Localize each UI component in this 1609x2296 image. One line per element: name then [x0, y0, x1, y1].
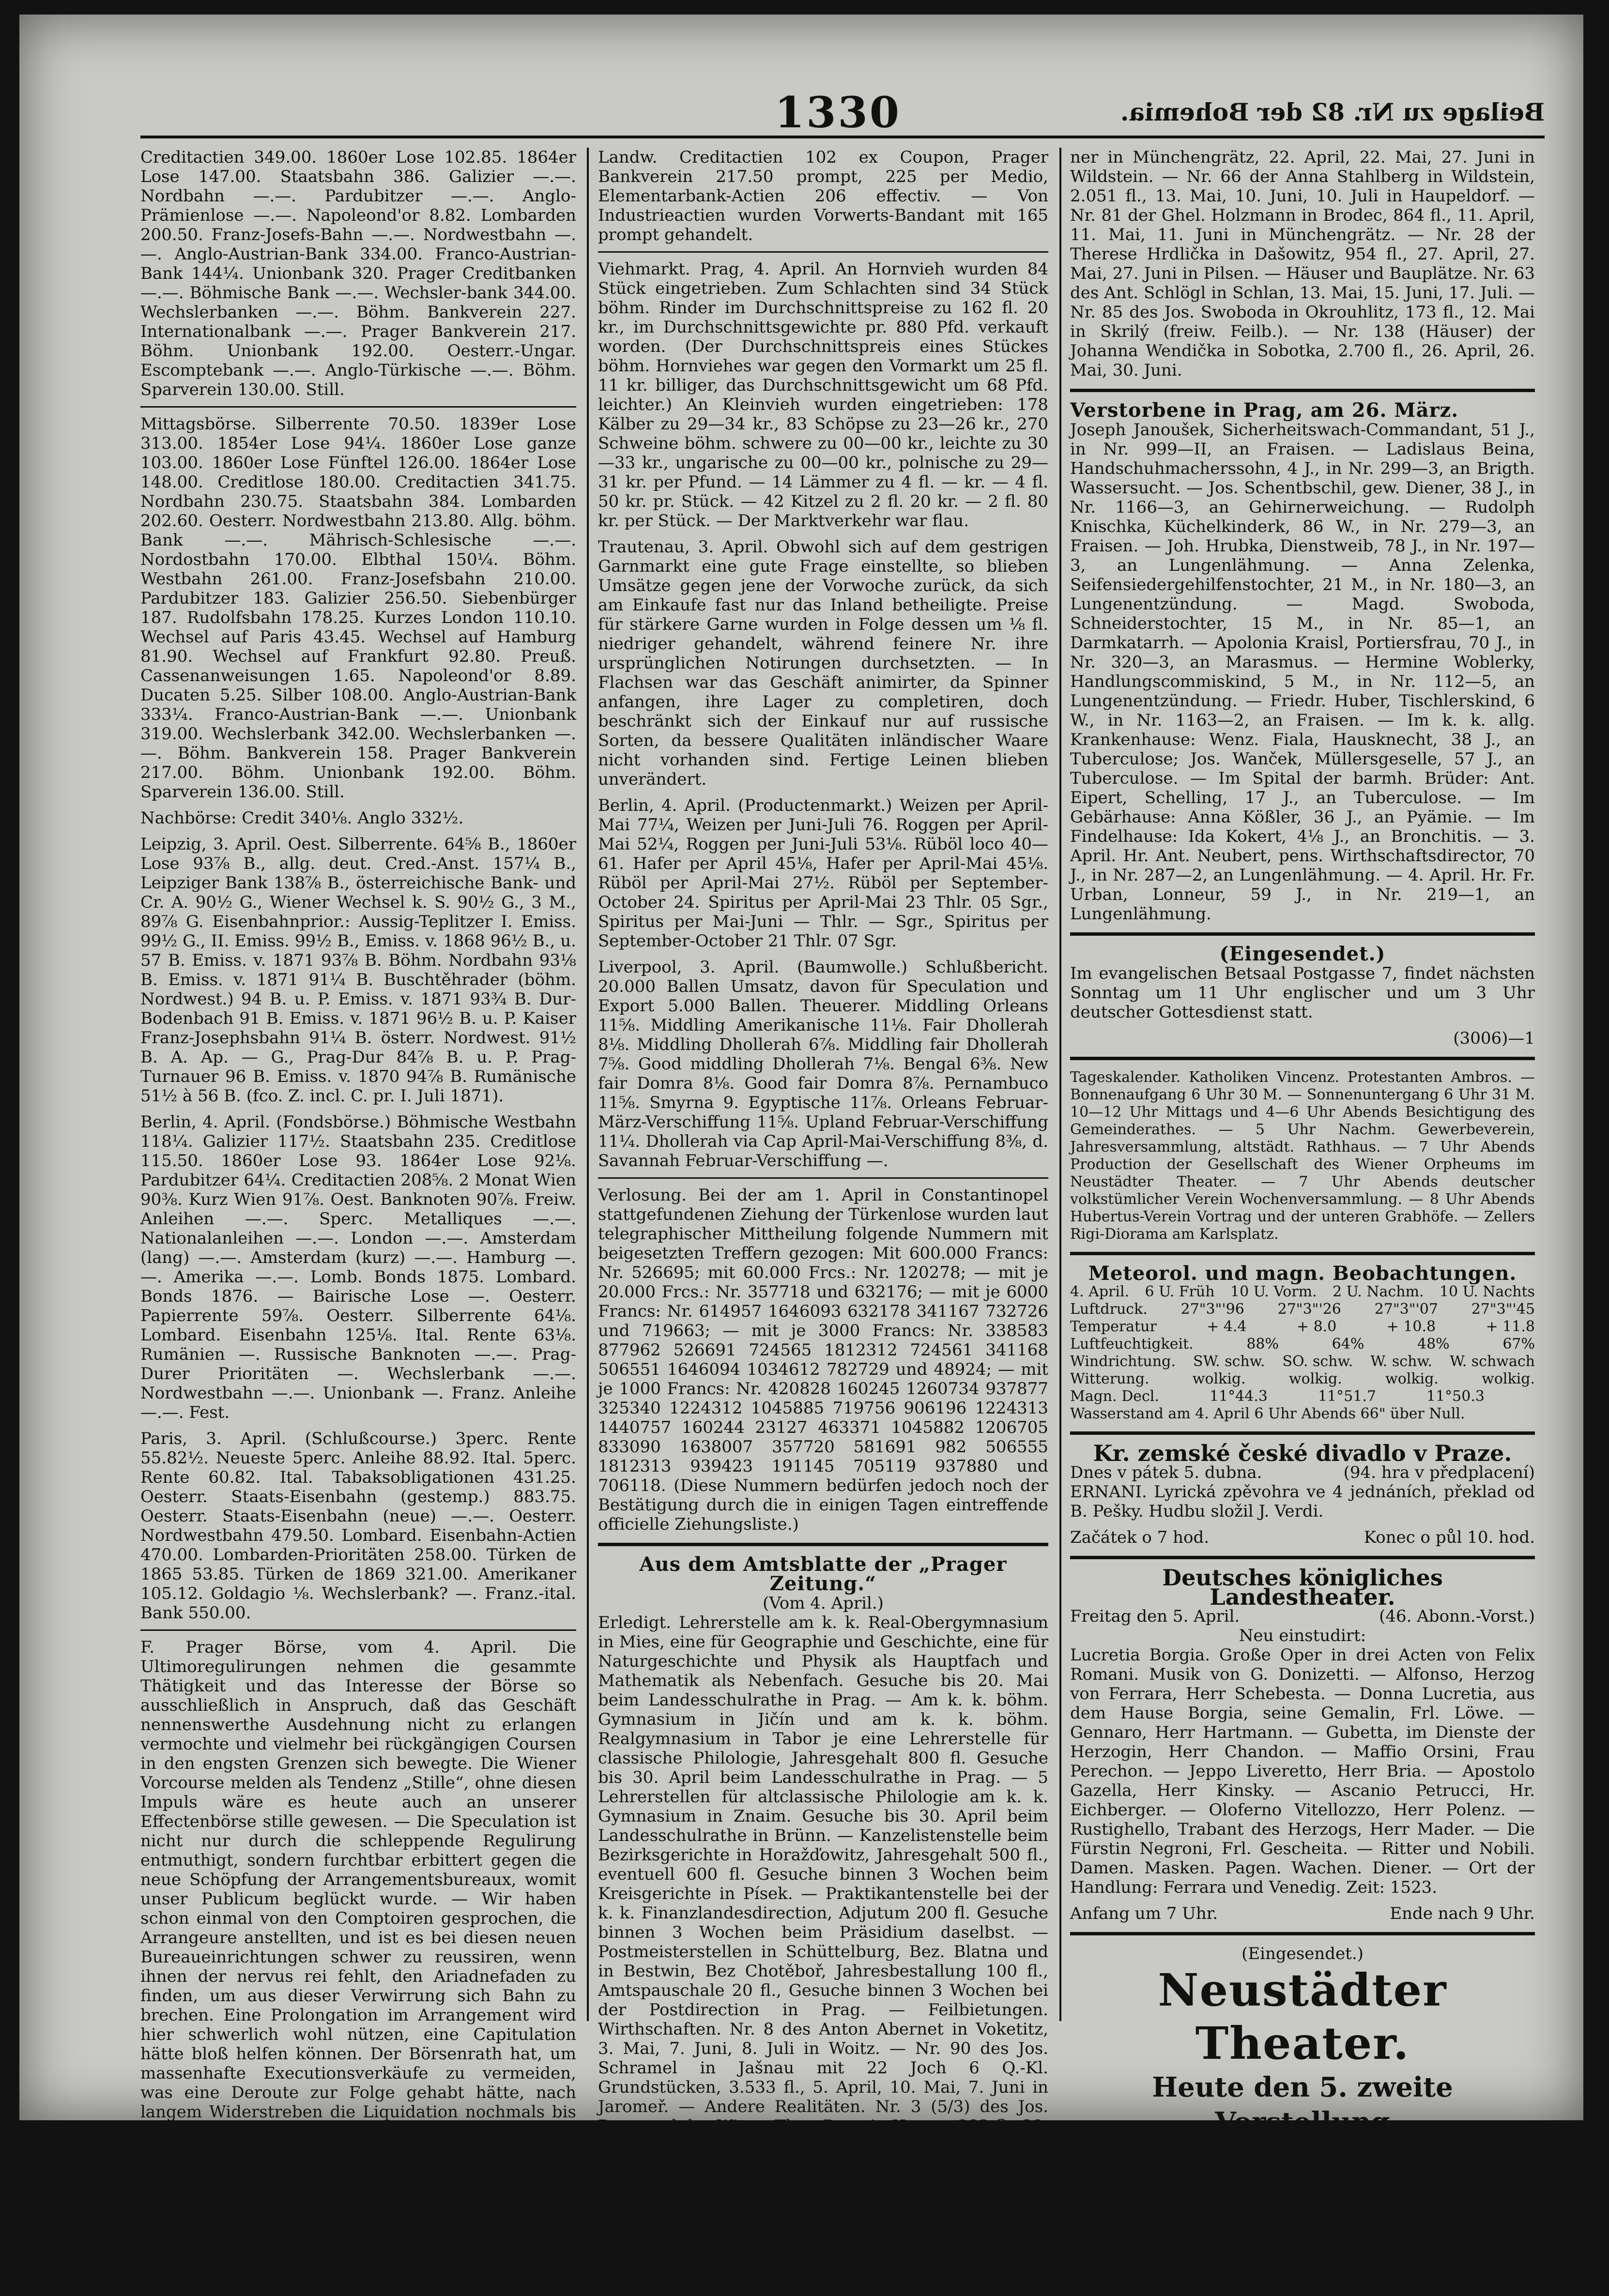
- tageskalender: Tageskalender. Katholiken Vincenz. Protestanten Ambros. — Bonnenaufgang 6 Uhr 30 M. — Sonnenuntergang 6 Uhr 31 M. 10—12 Uhr Mittags und 4—6 Uhr Abends Besichtigung des Gemeinderathes. — 5 Uhr Nachm. Gewerbeverein, Jahresversammlung, altstädt. Rathhaus. — 7 Uhr Abends Production der Gesellschaft des Wiener Orpheums im Neustädter Theater. — 7 Uhr Abends deutscher volkstümlicher Verein Wochenversammlung. — 8 Uhr Abends Hubertus-Verein Vortrag und der unteren Grabhöfe. — Zellers Rigi-Diorama am Karlsplatz.: [1070, 1069, 1535, 1243]
- meteo-title: Meteorol. und magn. Beobachtungen.: [1088, 1262, 1517, 1285]
- separator-thick: [598, 1543, 1048, 1546]
- leipzig-report: Leipzig, 3. April. Oest. Silberrente. 64⅝ B., 1860er Lose 93⅞ B., allg. deut. Cred.-Anst. 157¼ B., Leipziger Bank 138⅞ B., österreichische Bank- und Cr. A. 90½ G., Wiener Wechsel k. S. 90½ G., 3 M., 89⅞ G. Eisenbahnprior.: Aussig-Teplitzer I. Emiss. 99½ G., II. Emiss. 99½ B., Emiss. v. 1868 96½ B., u. 57 B. Emiss. v. 1871 93⅞ B. Böhm. Nordbahn 93⅛ B. Emiss. v. 1871 91¼ B. Buschtěhrader (böhm. Nordwest.) 94 B. u. P. Emiss. v. 1871 93¾ B. Dur-Bodenbach 91 B. Emiss. v. 1871 96½ B. u. P. Kaiser Franz-Josephsbahn 91¼ B. österr. Nordwest. 91½ B. A. Ap. — G., Prag-Dur 84⅞ B. u. P. Prag-Turnauer 96 B. Emiss. v. 1870 94⅞ B. Rumänische 51½ à 56 B. (fco. Z. incl. C. pr. I. Juli 1871).: [140, 835, 576, 1106]
- meteo-label: Windrichtung.: [1070, 1353, 1176, 1370]
- separator-thick: [1070, 1431, 1535, 1435]
- ad-note: Näheres die Anschlagzettel.: [1198, 2256, 1407, 2273]
- meteo-cell: 11°50.3: [1426, 1388, 1485, 1405]
- meteo-label: Magn. Decl.: [1070, 1388, 1159, 1405]
- czech-theater-title: Kr. zemské české divadlo v Praze.: [1093, 1440, 1512, 1466]
- ad-sign: Robert Löwe.: [1413, 2273, 1535, 2293]
- meteo-label: Witterung.: [1070, 1370, 1149, 1387]
- meteo-row: [1070, 1353, 1535, 1370]
- meteo-cell: 27"3"'96: [1180, 1301, 1244, 1318]
- meteo-cell: SW. schw.: [1193, 1353, 1265, 1370]
- german-theater-subs: (46. Abonn.-Vorst.): [1379, 1607, 1535, 1626]
- meteo-cell: + 8.0: [1296, 1318, 1337, 1335]
- meteo-cell: wolkig.: [1192, 1370, 1246, 1387]
- ad-title: Neustädter Theater.: [1158, 1964, 1447, 2069]
- meteo-note: Wasserstand am 4. April 6 Uhr Abends 66" über Null.: [1070, 1405, 1465, 1422]
- meteo-cell: wolkig.: [1288, 1370, 1342, 1387]
- ad-subtitle: Heute den 5. zweite Vorstellung: [1152, 2071, 1453, 2138]
- meteo-label: 4. April.: [1070, 1283, 1130, 1300]
- meteo-row: [1070, 1336, 1535, 1353]
- meteo-cell: W. schwach: [1450, 1353, 1535, 1370]
- liverpool-report: Liverpool, 3. April. (Baumwolle.) Schlußbericht. 20.000 Ballen Umsatz, davon für Speculation und Export 5.000 Ballen. Theuerer. Middling Orleans 11⅝. Middling Amerikanische 11⅛. Fair Dhollerah 8⅛. Middling Dhollerah 6⅞. Middling fair Dhollerah 7⅝. Good middling Dhollerah 7⅛. Bengal 6⅜. New fair Domra 8⅛. Good fair Domra 8⅞. Pernambuco 11⅝. Smyrna 9. Egyptische 11⅞. Orleans Februar-März-Verschiffung 11⅝. Upland Februar-Verschiffung 11¼. Dhollerah via Cap April-Mai-Verschiffung 8⅜, d. Savannah Februar-Verschiffung —.: [598, 958, 1048, 1171]
- czech-theater-perf: (94. hra v předplacení): [1343, 1463, 1535, 1482]
- german-theater-end: Ende nach 9 Uhr.: [1390, 1904, 1535, 1923]
- meteo-row: [1070, 1301, 1535, 1318]
- separator-thick: [1070, 1057, 1535, 1060]
- meteo-table: [1070, 1283, 1535, 1423]
- column-2: [598, 148, 1048, 2194]
- page-running-header: Beilage zu Nr. 82 der Bohemia.: [1120, 98, 1545, 126]
- separator-thick: [1070, 932, 1535, 936]
- german-theater-times: [1070, 1904, 1535, 1923]
- column-rule-1: [587, 148, 589, 2021]
- berlin-fondsboerse: Berlin, 4. April. (Fondsbörse.) Böhmische Westbahn 118¼. Galizier 117½. Staatsbahn 235. Creditlose 115.50. 1860er Lose 93. 1864er Lose 92⅛. Pardubitzer 64¼. Creditactien 208⅝. 2 Monat Wien 90⅜. Kurz Wien 91⅞. Oest. Banknoten 90⅞. Freiw. Anleihen —.—. Sperc. Metalliques —.—. Nationalanleihen —.—. London —.—. Amsterdam (lang) —.—. Amsterdam (kurz) —.—. Hamburg —.—. Amerika —.—. Lomb. Bonds 1875. Lombard. Bonds 1876. — Bairische Lose —. Oesterr. Papierrente 59⅞. Oesterr. Silberrente 64⅛. Lombard. Eisenbahn 125⅛. Ital. Rente 63⅛. Rumänien —. Russische Banknoten —.—. Prag-Durer Prioritäten —. Wechslerbank —.—. Nordwestbahn —.—. Unionbank —. Franz. Anleihe —.—. Fest.: [140, 1112, 576, 1422]
- mittagsboerse: Mittagsbörse. Silberrente 70.50. 1839er Lose 313.00. 1854er Lose 94¼. 1860er Lose ganze 103.00. 1860er Lose Fünftel 126.00. 1864er Lose 148.00. Creditlose 180.00. Creditactien 341.75. Nordbahn 230.75. Staatsbahn 384. Lombarden 202.60. Oesterr. Nordwestbahn 213.80. Allg. böhm. Bank —.—. Mährisch-Schlesische —.—. Nordostbahn 170.00. Elbthal 150¼. Böhm. Westbahn 261.00. Franz-Josefsbahn 210.00. Pardubitzer 183. Galizier 256.50. Siebenbürger 187. Rudolfsbahn 178.25. Kurzes London 110.10. Wechsel auf Paris 43.45. Wechsel auf Hamburg 81.90. Wechsel auf Frankfurt 92.80. Preuß. Cassenanweisungen 1.65. Napoleond'or 8.89. Ducaten 5.25. Silber 108.00. Anglo-Austrian-Bank 333¼. Franco-Austrian-Bank —.—. Unionbank 319.00. Wechslerbank 342.00. Wechslerbanken —.—. Böhm. Bankverein 158. Prager Bankverein 217.00. Böhm. Unionbank 192.00. Böhm. Sparverein 136.00. Still.: [140, 414, 576, 802]
- meteo-cell: 6 U. Früh: [1145, 1283, 1215, 1300]
- meteo-row: [1070, 1318, 1535, 1336]
- ad-orpheum: des Wiener Orpheums.: [1200, 2139, 1405, 2256]
- amtsblatt-title: Aus dem Amtsblatte der „Prager Zeitung.“: [639, 1553, 1007, 1595]
- meteo-label: Luftdruck.: [1070, 1301, 1148, 1318]
- eingesendet-ref: (3006)—1: [1453, 1029, 1535, 1048]
- nachboerse: Nachbörse: Credit 340⅛. Anglo 332½.: [140, 808, 464, 828]
- amtsblatt-date: (Vom 4. April.): [763, 1594, 884, 1613]
- page-number: 1330: [775, 87, 901, 137]
- meteo-cell: 67%: [1502, 1336, 1535, 1353]
- newspaper-page: [19, 15, 1583, 2296]
- separator: [598, 251, 1048, 253]
- page-header-area: [140, 87, 1545, 140]
- meteo-cell: + 11.8: [1486, 1318, 1535, 1335]
- column-3: [1070, 148, 1535, 2293]
- meteo-cell: 11°44.3: [1209, 1388, 1268, 1405]
- meteo-cell: 88%: [1246, 1336, 1279, 1353]
- prager-boerse-continued: Landw. Creditactien 102 ex Coupon, Prager Bankverein 217.50 prompt, 225 per Medio, Elementarbank-Actien 206 effectiv. — Von Industrieactien wurden Vorwerts-Bandant mit 165 prompt gehandelt.: [598, 148, 1048, 244]
- eingesendet-title: (Eingesendet.): [1219, 943, 1386, 965]
- separator: [140, 1629, 576, 1631]
- meteo-cell: 64%: [1332, 1336, 1364, 1353]
- ad-ref: (3687): [1070, 2273, 1125, 2293]
- meteo-cell: 2 U. Nachm.: [1333, 1283, 1424, 1300]
- meteo-cell: + 10.8: [1386, 1318, 1436, 1335]
- german-theater-date: Freitag den 5. April.: [1070, 1607, 1240, 1626]
- ad-footer: [1070, 2273, 1535, 2293]
- trautenau-report: Trautenau, 3. April. Obwohl sich auf dem gestrigen Garnmarkt eine gute Frage einstellte, so blieben Umsätze gegen jene der Vorwoche zurück, da sich am Einkaufe fast nur das Inland betheiligte. Preise für stärkere Garne wurden in Folge dessen um ⅛ fl. niedriger gehandelt, während feinere Nr. ihre ursprünglichen Notirungen durchsetzten. — In Flachsen war das Geschäft animirter, da Spinner anfangen, ihre Lager zu completiren, doch beschränkt sich der Einkauf nur auf russische Sorten, da bessere Qualitäten inländischer Waare nicht vorhanden sind. Fertige Leinen blieben unverändert.: [598, 537, 1048, 789]
- berlin-productenmarkt: Berlin, 4. April. (Productenmarkt.) Weizen per April-Mai 77¼, Weizen per Juni-Juli 76. Roggen per April-Mai 52¼, Roggen per Juni-Juli 53⅛. Rüböl loco 40—61. Hafer per April 45⅛, Hafer per April-Mai 45⅛. Rüböl per April-Mai 27½. Rüböl per September-October 24. Spiritus per April-Mai 23 Thlr. 05 Sgr., Spiritus per Mai-Juni — Thlr. — Sgr., Spiritus per September-October 21 Thlr. 07 Sgr.: [598, 796, 1048, 951]
- amtsblatt-text: Erledigt. Lehrerstelle am k. k. Real-Obergymnasium in Mies, eine für Geographie und Geschichte, eine für Naturgeschichte und Physik als Hauptfach und Mathematik als Nebenfach. Gesuche bis 20. Mai beim Landesschulrathe in Prag. — Am k. k. böhm. Gymnasium in Jičín und am k. k. böhm. Realgymnasium in Tabor je eine Lehrerstelle für classische Philologie, Jahresgehalt 800 fl. Gesuche bis 30. April beim Landesschulrathe in Prag. — 5 Lehrerstellen für altclassische Philologie am k. k. Gymnasium in Znaim. Gesuche bis 30. April beim Landesschulrathe in Brünn. — Kanzelistenstelle beim Bezirksgerichte in Horažďowitz, Jahresgehalt 500 fl., eventuell 600 fl. Gesuche binnen 3 Wochen beim Kreisgerichte in Písek. — Praktikantenstelle bei der k. k. Finanzlandesdirection, Adjutum 200 fl. Gesuche binnen 3 Wochen beim Präsidium daselbst. — Postmeisterstellen in Schüttelburg, Bez. Blatna und in Bestwin, Bez Chotěboř, Jahresbestallung 100 fl., Amtspauschale 20 fl., Gesuche binnen 3 Wochen bei der Postdirection in Prag. — Feilbietungen. Wirthschaften. Nr. 8 des Anton Abernet in Voketitz, 3. Mai, 7. Juni, 8. Juli in Woitz. — Nr. 90 des Jos. Schramel in Jašnau mit 22 Joch 6 Q.-Kl. Grundstücken, 3.533 fl., 5. April, 10. Mai, 7. Juni in Jaromeř. — Andere Realitäten. Nr. 3 (5/3) des Jos. Dorn und der Witwe Ther. Dorn in Henne, 292 fl., 29. April, 27. Mai, 24. Juni in Böhm.-Kamnitz. Nr. 188 des Franz Bit in Eisenbrod, 1.132 fl., 25. April, 25. Mai, 25. Juni. — Nr. 18 des Math. Wer-: [598, 1613, 1048, 2194]
- czech-theater-end: Konec o půl 10. hod.: [1364, 1528, 1535, 1547]
- meteo-label: Temperatur: [1070, 1318, 1157, 1335]
- column-rule-2: [1059, 148, 1061, 2021]
- separator-thick: [1070, 1932, 1535, 1935]
- viehmarkt-report: Viehmarkt. Prag, 4. April. An Hornvieh wurden 84 Stück eingetrieben. Zum Schlachten sind 34 Stück böhm. Rinder im Durchschnittspreise zu 162 fl. 20 kr., im Durchschnittsgewichte pr. 880 Pfd. verkauft worden. (Der Durchschnittspreis eines Stückes böhm. Hornviehes war gegen den Vormarkt um 25 fl. 11 kr. billiger, das Durchschnittsgewicht um 68 Pfd. leichter.) An Kleinvieh wurden eingetrieben: 178 Kälber zu 29—34 kr., 83 Schöpse zu 23—26 kr., 270 Schweine böhm. schwere zu 00—00 kr., leichte zu 30—33 kr., ungarische zu 00—00 kr., polnische zu 29—31 kr. per Pfund. — 14 Lämmer zu 4 fl. — kr. — 4 fl. 50 kr. pr. Stück. — 42 Kitzel zu 2 fl. 20 kr. — 2 fl. 80 kr. per Stück. — Der Marktverkehr war flau.: [598, 259, 1048, 531]
- meteo-label: Luftfeuchtigkeit.: [1070, 1336, 1194, 1353]
- meteo-cell: + 4.4: [1207, 1318, 1247, 1335]
- wien-course-continued: Creditactien 349.00. 1860er Lose 102.85. 1864er Lose 147.00. Staatsbahn 386. Galizier —.—. Nordbahn —.—. Pardubitzer —.—. Anglo-Prämienlose —.—. Napoleond'or 8.82. Lombarden 200.50. Franz-Josefs-Bahn —.—. Nordwestbahn —.—. Anglo-Austrian-Bank 334.00. Franco-Austrian-Bank 144¼. Unionbank 320. Prager Creditbanken —.—. Böhmische Bank —.—. Wechsler-bank 344.00. Wechslerbanken —.—. Böhm. Bankverein 227. Internationalbank —.—. Prager Bankverein 217. Böhm. Unionbank 192.00. Oesterr.-Ungar. Escomptebank —.—. Anglo-Türkische —.—. Böhm. Sparverein 130.00. Still.: [140, 148, 576, 399]
- meteo-row: [1070, 1388, 1535, 1405]
- ad-eingesendet: (Eingesendet.): [1241, 1944, 1364, 1963]
- eingesendet-text: Im evangelischen Betsaal Postgasse 7, findet nächsten Sonntag um 11 Uhr englischer und um 3 Uhr deutscher Gottesdienst statt.: [1070, 964, 1535, 1022]
- meteo-cell: 27"3"'45: [1471, 1301, 1535, 1318]
- column-1: [140, 148, 576, 2296]
- separator: [140, 406, 576, 408]
- separator-thick: [1070, 389, 1535, 392]
- feilbietungen-continued: ner in Münchengrätz, 22. April, 22. Mai, 27. Juni in Wildstein. — Nr. 66 der Anna Stahlberg in Wildstein, 2.051 fl., 13. Mai, 10. Juni, 10. Juli in Haupeldorf. — Nr. 81 der Ghel. Holzmann in Brodec, 864 fl., 11. April, 11. Mai, 11. Juni in Münchengrätz. — Nr. 28 der Therese Hrdlička in Dašowitz, 954 fl., 27. April, 27. Mai, 27. Juni in Pilsen. — Häuser und Bauplätze. Nr. 63 des Ant. Schlögl in Schlan, 13. Mai, 15. Juni, 17. Juli. — Nr. 85 des Jos. Swoboda in Okrouhlitz, 173 fl., 12. Mai in Skrilý (freiw. Feilb.). — Nr. 138 (Häuser) der Johanna Wendička in Sobotka, 2.700 fl., 26. April, 26. Mai, 30. Juni.: [1070, 148, 1535, 380]
- paris-report: Paris, 3. April. (Schlußcourse.) 3perc. Rente 55.82½. Neueste 5perc. Anleihe 88.92. Ital. 5perc. Rente 60.82. Ital. Tabaksobligationen 431.25. Oesterr. Staats-Eisenbahn (gestemp.) 883.75. Oesterr. Staats-Eisenbahn (neue) —.—. Oesterr. Nordwestbahn 479.50. Lombard. Eisenbahn-Actien 470.00. Lombarden-Prioritäten 258.00. Türken de 1865 53.85. Türken de 1869 321.00. Amerikaner 105.12. Goldagio ⅛. Wechslerbank? —. Franz.-ital. Bank 550.00.: [140, 1429, 576, 1623]
- separator: [598, 1177, 1048, 1179]
- meteo-cell: SO. schw.: [1282, 1353, 1353, 1370]
- verlosung-report: Verlosung. Bei der am 1. April in Constantinopel stattgefundenen Ziehung der Türkenlose wurden laut telegraphischer Mittheilung folgende Nummern mit beigesetzten Treffern gezogen: Mit 600.000 Francs: Nr. 526695; mit 60.000 Frcs.: Nr. 120278; — mit je 20.000 Frcs.: Nr. 357718 und 632176; — mit je 6000 Francs: Nr. 614957 1646093 632178 341167 732726 und 719663; — mit je 3000 Francs: Nr. 338583 877962 526691 724565 1812312 724561 341168 506551 1646094 1034612 782729 und 48924; — mit je 1000 Francs: Nr. 420828 160245 1260734 937877 325340 1224312 1045885 719756 906196 1224313 1440757 160244 23127 463371 1045882 1206705 833090 1638007 357720 581691 982 506555 1812313 939423 191145 705119 937880 und 706118. (Diese Nummern bedürfen jedoch noch der Bestätigung durch die in einigen Tagen eintreffende officielle Ziehungsliste.): [598, 1186, 1048, 1534]
- verstorbene-title: Verstorbene in Prag, am 26. März.: [1070, 399, 1459, 422]
- meteo-cell: 27"3"'07: [1374, 1301, 1438, 1318]
- czech-theater-times: [1070, 1528, 1535, 1547]
- german-theater-title: Deutsches königliches Landestheater.: [1162, 1565, 1443, 1610]
- czech-theater-start: Začátek o 7 hod.: [1070, 1528, 1210, 1547]
- german-theater-new: Neu einstudirt:: [1239, 1626, 1366, 1645]
- separator-thick: [1070, 1252, 1535, 1255]
- meteo-row: [1070, 1370, 1535, 1388]
- header-rule: [140, 136, 1545, 138]
- german-theater-text: Lucretia Borgia. Große Oper in drei Acten von Felix Romani. Musik von G. Donizetti. — Alfonso, Herzog von Ferrara, Herr Schebesta. — Donna Lucretia, aus dem Hause Borgia, seine Gemalin, Frl. Löwe. — Gennaro, Herr Hartmann. — Gubetta, im Dienste der Herzogin, Herr Chandon. — Maffio Orsini, Frau Perechon. — Jeppo Liveretto, Herr Bria. — Apostolo Gazella, Herr Kinsky. — Ascanio Petrucci, Hr. Eichberger. — Oloferno Vitellozzo, Herr Polenz. — Rustighello, Trabant des Herzogs, Herr Mader. — Die Fürstin Negroni, Frl. Gescheita. — Ritter und Nobili. Damen. Masken. Pagen. Wachen. Diener. — Ort der Handlung: Ferrara und Venedig. Zeit: 1523.: [1070, 1645, 1535, 1897]
- meteo-cell: W. schw.: [1370, 1353, 1433, 1370]
- meteo-cell: 10 U. Nachts: [1439, 1283, 1535, 1300]
- columns: [140, 148, 1535, 2296]
- meteo-cell: wolkig.: [1482, 1370, 1535, 1387]
- prager-boerse: F. Prager Börse, vom 4. April. Die Ultimoregulirungen nehmen die gesammte Thätigkeit und das Interesse der Börse so ausschließlich in Anspruch, daß das Geschäft nennenswerthe Ausdehnung nicht zu erlangen vermochte und vielmehr bei rückgängigen Coursen in den engsten Grenzen sich bewegte. Die Wiener Vorcourse melden als Tendenz „Stille“, ohne diesen Impuls wäre es heute auch an unserer Effectenbörse stille gewesen. — Die Speculation ist nicht nur durch die schleppende Regulirung entmuthigt, sondern furchtbar erbittert gegen die neue Schöpfung der Arrangementsbureaux, womit unser Publicum beglückt wurde. — Wir haben schon einmal von den Comptoiren gesprochen, die Arrangeure anstellten, und ist es bei diesen neuen Bureaueinrichtungen schwer zu reussiren, wenn ihnen der nervus rei fehlt, den Ariadnefaden zu finden, um aus dieser Verwirrung sich Bahn zu brechen. Eine Prolongation im Arrangement wird hier schwerlich wohl nützen, eine Capitulation hätte bloß helfen können. Der Börsenrath hat, um massenhafte Executionsverkäufe zu vermeiden, was eine Deroute zur Folge gehabt hätte, nach langem Widerstreben die Liquidation nochmals bis Samstag 11 Uhr Vormittags prolongirt, vielleicht ist es möglich, bis dahin die Wirrnisse in richtige Wege zu bahnen. — Die Schlußcourse der heutigen Börse sind: Allg. Böhm. Bank, alte 286, junge 269 effectiv. Böhm. Escomptebank 190. Böhm. Handelsbank 154 prompt, Böhm. Unionbankactien 190 prompt, 204 per Medio, Böhm. Bankverein 160 effectiv, Böhm. Sparverein 129—130 ebenfalls effectiv, Volksbank 205,: [140, 1638, 576, 2296]
- meteo-cell: 10 U. Vorm.: [1230, 1283, 1317, 1300]
- meteo-cell: 27"3"'26: [1277, 1301, 1341, 1318]
- meteo-cell: 48%: [1417, 1336, 1450, 1353]
- meteo-row: [1070, 1283, 1535, 1301]
- meteo-cell: wolkig.: [1385, 1370, 1439, 1387]
- verstorbene-list: Joseph Janoušek, Sicherheitswach-Commandant, 51 J., in Nr. 999—II, an Fraisen. — Ladislaus Beina, Handschuhmacherssohn, 4 J., in Nr. 299—3, an Brigth. Wassersucht. — Jos. Schentbschil, gew. Diener, 38 J., in Nr. 1166—3, an Gehirnerweichung. — Rudolph Knischka, Küchelkinderk, 86 W., in Nr. 279—3, an Fraisen. — Joh. Hrubka, Dienstweib, 78 J., in Nr. 197—3, an Lungenlähmung. — Anna Zelenka, Seifensiedergehilfenstochter, 21 M., in Nr. 180—3, an Lungenentzündung. — Magd. Swoboda, Schneiderstochter, 15 M., in Nr. 85—1, an Darmkatarrh. — Apolonia Kraisl, Portiersfrau, 70 J., in Nr. 320—3, an Marasmus. — Hermine Woblerky, Handlungscommiskind, 5 M., in Nr. 112—5, an Lungenentzündung. — Friedr. Huber, Tischlerskind, 6 W., in Nr. 1163—2, an Fraisen. — Im k. k. allg. Krankenhause: Wenz. Fiala, Hausknecht, 38 J., an Tuberculose; Jos. Wanček, Müllersgeselle, 57 J., an Tuberculose. — Im Spital der barmh. Brüder: Ant. Eipert, Schelling, 17 J., an Tuberculose. — Im Gebärhause: Anna Kößler, 36 J., an Pyämie. — Im Findelhause: Ida Kokert, 4⅛ J., an Bronchitis. — 3. April. Hr. Ant. Neubert, pens. Wirthschaftsdirector, 70 J., in Nr. 287—2, an Lungenlähmung. — 4. April. Hr. Fr. Urban, Lonneur, 59 J., in Nr. 219—1, an Lungenlähmung.: [1070, 420, 1535, 924]
- czech-theater-date: Dnes v pátek 5. dubna.: [1070, 1463, 1262, 1482]
- separator-thick: [1070, 1556, 1535, 1559]
- czech-theater-text: ERNANI. Lyrická zpěvohra ve 4 jednáních, překlad od B. Pešky. Hudbu složil J. Verdi.: [1070, 1482, 1535, 1521]
- neustaedter-theater-ad: [1070, 1944, 1535, 2293]
- meteo-cell: 11°51.7: [1318, 1388, 1376, 1405]
- german-theater-start: Anfang um 7 Uhr.: [1070, 1904, 1218, 1923]
